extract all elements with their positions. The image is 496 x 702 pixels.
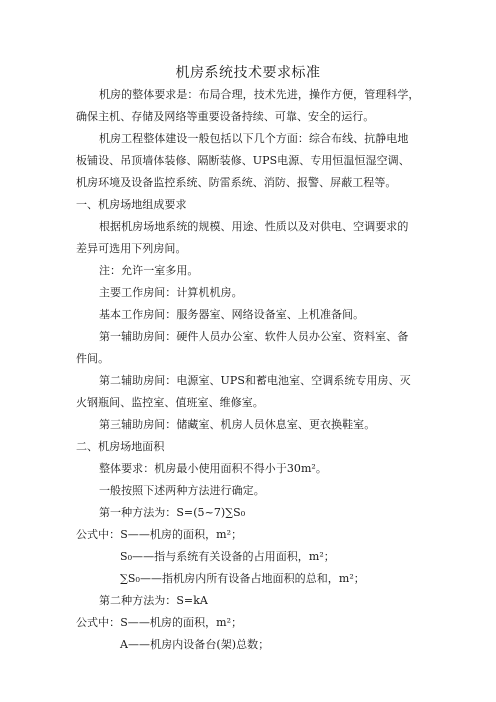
paragraph-line: 件间。: [76, 352, 110, 365]
formula-explanation: 公式中：S——机房的面积，m²；: [76, 528, 243, 541]
formula-explanation: ∑S₀——指机房内所有设备占地面积的总和，m²；: [120, 572, 365, 585]
paragraph-line: 第二辅助房间：电源室、UPS和蓄电池室、空调系统专用房、灭: [99, 374, 411, 387]
formula-explanation: A——机房内设备台(架)总数；: [120, 638, 270, 651]
formula-explanation: 公式中：S——机房的面积，m²；: [76, 616, 243, 629]
formula-line: 第二种方法为：S=kA: [99, 594, 208, 607]
paragraph-line: 确保主机、存储及网络等重要设备持续、可靠、安全的运行。: [76, 110, 375, 123]
paragraph-line: 主要工作房间：计算机机房。: [99, 286, 243, 299]
paragraph-line: 整体要求：机房最小使用面积不得小于30m²。: [99, 462, 327, 475]
formula-explanation: S₀——指与系统有关设备的占用面积，m²；: [120, 550, 335, 563]
note-line: 注：允许一室多用。: [99, 264, 199, 277]
paragraph-line: 机房的整体要求是：布局合理，技术先进，操作方便，管理科学，: [99, 88, 420, 101]
paragraph-line: 机房环境及设备监控系统、防雷系统、消防、报警、屏蔽工程等。: [76, 176, 397, 189]
paragraph-line: 根据机房场地系统的规模、用途、性质以及对供电、空调要求的: [99, 220, 409, 233]
paragraph-line: 第一辅助房间：硬件人员办公室、软件人员办公室、资料室、备: [99, 330, 409, 343]
paragraph-line: 差异可选用下列房间。: [76, 242, 187, 255]
paragraph-line: 板铺设、吊顶墙体装修、隔断装修、UPS电源、专用恒温恒湿空调、: [76, 154, 410, 167]
paragraph-line: 一般按照下述两种方法进行确定。: [99, 484, 265, 497]
section-heading: 一、机房场地组成要求: [76, 198, 187, 211]
paragraph-line: 基本工作房间：服务器室、网络设备室、上机准备间。: [99, 308, 365, 321]
paragraph-line: 火钢瓶间、监控室、值班室、维修室。: [76, 396, 264, 409]
formula-line: 第一种方法为：S=(5~7)∑S₀: [99, 506, 246, 519]
paragraph-line: 第三辅助房间：储藏室、机房人员休息室、更衣换鞋室。: [99, 418, 376, 431]
paragraph-line: 机房工程整体建设一般包括以下几个方面：综合布线、抗静电地: [99, 132, 409, 145]
section-heading: 二、机房场地面积: [76, 440, 165, 453]
document-title: 机房系统技术要求标准: [175, 65, 321, 81]
